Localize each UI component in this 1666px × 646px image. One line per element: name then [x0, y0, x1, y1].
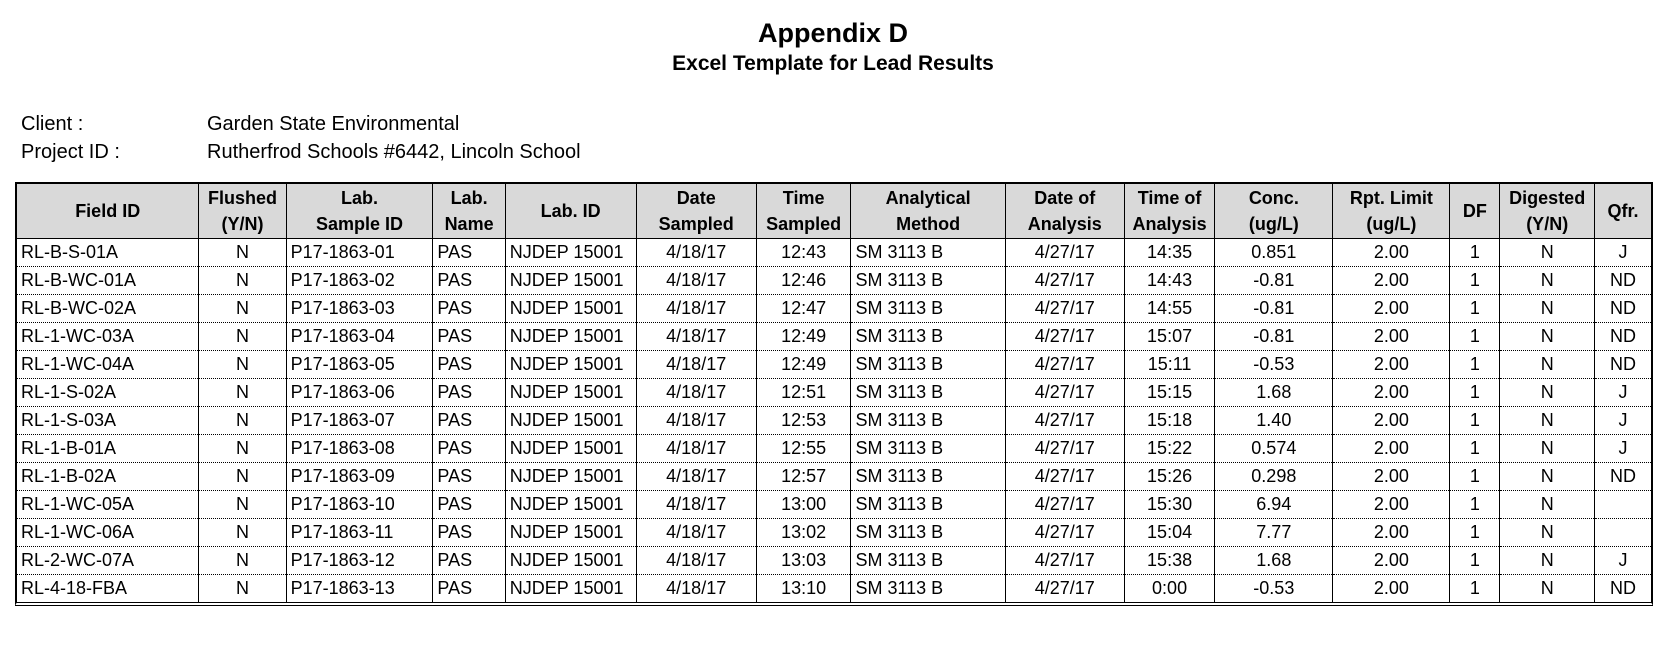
- table-cell: 1.68: [1215, 379, 1333, 407]
- table-cell: 4/18/17: [636, 547, 756, 575]
- column-header-text: Analysis: [1132, 214, 1207, 234]
- table-cell: 0:00: [1124, 575, 1214, 603]
- table-cell: 4/27/17: [1005, 407, 1124, 435]
- column-header-text: Lab.: [341, 188, 379, 208]
- client-line: [21, 111, 459, 137]
- column-header-text: (ug/L): [1248, 214, 1299, 234]
- column-header: [505, 184, 636, 239]
- table-cell: 12:43: [756, 239, 851, 267]
- column-header-text: Name: [444, 214, 494, 234]
- table-cell: N: [199, 295, 286, 323]
- table-cell: NJDEP 15001: [505, 407, 636, 435]
- table-cell: ND: [1595, 463, 1651, 491]
- column-header: [286, 184, 433, 239]
- table-cell: J: [1595, 435, 1651, 463]
- column-header-text: Date of: [1034, 188, 1096, 208]
- table-cell: P17-1863-03: [286, 295, 433, 323]
- table-cell: N: [1500, 379, 1595, 407]
- table-cell: N: [1500, 351, 1595, 379]
- column-header-text: Method: [896, 214, 961, 234]
- table-cell: NJDEP 15001: [505, 435, 636, 463]
- table-cell: PAS: [433, 351, 505, 379]
- table-row: [17, 463, 1651, 491]
- column-header-text: Field ID: [75, 201, 141, 221]
- table-cell: -0.81: [1215, 267, 1333, 295]
- table-cell: 4/18/17: [636, 491, 756, 519]
- table-row: [17, 379, 1651, 407]
- table-cell: P17-1863-08: [286, 435, 433, 463]
- table-cell: 2.00: [1333, 491, 1450, 519]
- table-cell: N: [199, 323, 286, 351]
- table-cell: PAS: [433, 491, 505, 519]
- column-header: [433, 184, 505, 239]
- table-cell: PAS: [433, 379, 505, 407]
- table-cell: N: [1500, 239, 1595, 267]
- table-cell: 4/27/17: [1005, 463, 1124, 491]
- table-cell: 15:18: [1124, 407, 1214, 435]
- table-row: [17, 323, 1651, 351]
- results-table-frame: [15, 182, 1653, 606]
- table-cell: NJDEP 15001: [505, 239, 636, 267]
- table-row: [17, 239, 1651, 267]
- table-cell: 2.00: [1333, 407, 1450, 435]
- table-cell: N: [1500, 295, 1595, 323]
- client-label: Client :: [21, 113, 84, 135]
- table-cell: PAS: [433, 323, 505, 351]
- table-cell: P17-1863-06: [286, 379, 433, 407]
- table-cell: 2.00: [1333, 267, 1450, 295]
- table-body: [17, 239, 1651, 603]
- table-cell: 2.00: [1333, 575, 1450, 603]
- table-cell: RL-1-B-01A: [17, 435, 199, 463]
- table-cell: P17-1863-10: [286, 491, 433, 519]
- table-cell: N: [199, 575, 286, 603]
- client-value: Garden State Environmental: [207, 113, 460, 135]
- table-cell: RL-1-B-02A: [17, 463, 199, 491]
- table-cell: N: [199, 239, 286, 267]
- table-cell: SM 3113 B: [851, 407, 1005, 435]
- table-cell: RL-4-18-FBA: [21, 578, 128, 598]
- table-cell: RL-1-WC-05A: [17, 491, 199, 519]
- column-header-text: Sampled: [766, 214, 842, 234]
- table-cell: N: [1500, 407, 1595, 435]
- column-header-text: Time: [782, 188, 825, 208]
- table-cell: 4/18/17: [636, 379, 756, 407]
- table-cell: 2.00: [1333, 323, 1450, 351]
- table-cell: RL-1-WC-06A: [17, 519, 199, 547]
- table-cell: 1: [1450, 239, 1500, 267]
- table-cell: 1: [1450, 379, 1500, 407]
- table-cell: SM 3113 B: [851, 239, 1005, 267]
- table-cell: 1: [1450, 547, 1500, 575]
- table-cell: 2.00: [1333, 239, 1450, 267]
- table-cell: 12:57: [756, 463, 851, 491]
- table-cell: SM 3113 B: [851, 351, 1005, 379]
- column-header: [636, 184, 756, 239]
- table-cell: 14:55: [1124, 295, 1214, 323]
- table-cell: RL-1-S-03A: [17, 407, 199, 435]
- table-cell: N: [1500, 463, 1595, 491]
- column-header-text: Rpt. Limit: [1349, 188, 1433, 208]
- table-cell: 4/18/17: [636, 239, 756, 267]
- table-cell: P17-1863-12: [286, 547, 433, 575]
- page-subtitle: Excel Template for Lead Results: [672, 52, 994, 75]
- table-cell: [1595, 491, 1651, 519]
- table-cell: -0.53: [1215, 351, 1333, 379]
- column-header: [1215, 184, 1333, 239]
- page-title: Appendix D: [757, 18, 908, 48]
- table-row: [17, 575, 1651, 603]
- table-cell: 12:46: [756, 267, 851, 295]
- column-header-text: Flushed: [208, 188, 278, 208]
- column-header-text: (Y/N): [221, 214, 264, 234]
- table-cell: 4/18/17: [636, 267, 756, 295]
- project-line: [21, 139, 581, 165]
- table-cell: 4/27/17: [1005, 239, 1124, 267]
- table-cell: NJDEP 15001: [505, 491, 636, 519]
- table-cell: 0.298: [1215, 463, 1333, 491]
- table-cell: RL-B-WC-02A: [17, 295, 199, 323]
- table-cell: PAS: [433, 547, 505, 575]
- table-cell: SM 3113 B: [851, 295, 1005, 323]
- table-cell: 4/18/17: [636, 407, 756, 435]
- table-cell: 4/27/17: [1005, 323, 1124, 351]
- table-cell: N: [199, 351, 286, 379]
- column-header: [1333, 184, 1450, 239]
- table-cell: NJDEP 15001: [505, 295, 636, 323]
- table-cell: 13:00: [756, 491, 851, 519]
- table-cell: NJDEP 15001: [505, 547, 636, 575]
- column-header-text: Lab. ID: [540, 201, 601, 221]
- table-cell: NJDEP 15001: [505, 323, 636, 351]
- table-cell: 1: [1450, 407, 1500, 435]
- table-cell: P17-1863-01: [286, 239, 433, 267]
- table-cell: 15:26: [1124, 463, 1214, 491]
- table-cell: SM 3113 B: [851, 435, 1005, 463]
- column-header: [1595, 184, 1651, 239]
- table-row: [17, 267, 1651, 295]
- table-cell: P17-1863-02: [286, 267, 433, 295]
- column-header-text: Conc.: [1248, 188, 1299, 208]
- table-cell: 15:30: [1124, 491, 1214, 519]
- table-header-row: [17, 184, 1651, 239]
- table-cell: N: [1500, 435, 1595, 463]
- table-cell: 4/18/17: [636, 519, 756, 547]
- table-cell: J: [1595, 379, 1651, 407]
- table-row: [17, 491, 1651, 519]
- table-cell: 15:38: [1124, 547, 1214, 575]
- table-cell: SM 3113 B: [851, 323, 1005, 351]
- column-header-text: Date: [676, 188, 716, 208]
- column-header: [17, 184, 199, 239]
- table-cell: N: [1500, 323, 1595, 351]
- column-header-text: Qfr.: [1607, 201, 1639, 221]
- table-cell: 14:43: [1124, 267, 1214, 295]
- table-cell: SM 3113 B: [851, 267, 1005, 295]
- table-cell: 2.00: [1333, 519, 1450, 547]
- table-cell: [1595, 519, 1651, 547]
- table-cell: NJDEP 15001: [505, 519, 636, 547]
- table-cell: 1: [1450, 435, 1500, 463]
- column-header-text: Sampled: [658, 214, 734, 234]
- table-cell: 15:15: [1124, 379, 1214, 407]
- column-header-text: Digested: [1509, 188, 1586, 208]
- table-cell: 0.574: [1215, 435, 1333, 463]
- table-cell: 4/27/17: [1005, 491, 1124, 519]
- column-header-text: (ug/L): [1366, 214, 1417, 234]
- table-cell: 7.77: [1215, 519, 1333, 547]
- table-cell: -0.81: [1215, 295, 1333, 323]
- table-cell: 2.00: [1333, 379, 1450, 407]
- table-cell: 15:07: [1124, 323, 1214, 351]
- table-cell: N: [199, 463, 286, 491]
- table-cell: P17-1863-11: [286, 519, 433, 547]
- column-header: [1005, 184, 1124, 239]
- table-cell: 1: [1450, 491, 1500, 519]
- table-cell: 1: [1450, 463, 1500, 491]
- table-cell: J: [1595, 547, 1651, 575]
- column-header-text: Lab.: [450, 188, 488, 208]
- table-cell: 4/18/17: [636, 575, 756, 603]
- table-cell: P17-1863-07: [286, 407, 433, 435]
- table-cell: 12:51: [756, 379, 851, 407]
- table-cell: 12:49: [756, 323, 851, 351]
- table-cell: SM 3113 B: [851, 575, 1005, 603]
- table-cell: N: [1500, 267, 1595, 295]
- column-header: [1124, 184, 1214, 239]
- table-cell: N: [199, 267, 286, 295]
- table-cell: J: [1595, 407, 1651, 435]
- table-cell: N: [199, 379, 286, 407]
- table-cell: -0.81: [1215, 323, 1333, 351]
- table-cell: 2.00: [1333, 463, 1450, 491]
- table-cell: 15:11: [1124, 351, 1214, 379]
- table-cell: RL-B-WC-01A: [17, 267, 199, 295]
- table-cell: PAS: [433, 519, 505, 547]
- table-cell: 4/27/17: [1005, 575, 1124, 603]
- table-cell: ND: [1595, 351, 1651, 379]
- table-cell: 4/27/17: [1005, 519, 1124, 547]
- table-cell: 4/18/17: [636, 463, 756, 491]
- table-cell: P17-1863-13: [286, 575, 433, 603]
- table-cell: ND: [1595, 323, 1651, 351]
- table-cell: 12:53: [756, 407, 851, 435]
- column-header: [851, 184, 1005, 239]
- table-cell: ND: [1595, 575, 1651, 603]
- table-cell: PAS: [433, 295, 505, 323]
- table-cell: N: [199, 491, 286, 519]
- table-cell: SM 3113 B: [851, 491, 1005, 519]
- table-cell: 13:02: [756, 519, 851, 547]
- table-cell: N: [1500, 491, 1595, 519]
- table-cell: N: [199, 519, 286, 547]
- table-cell: 1: [1450, 267, 1500, 295]
- table-cell: 4/18/17: [636, 323, 756, 351]
- table-cell: SM 3113 B: [851, 519, 1005, 547]
- table-cell: 2.00: [1333, 351, 1450, 379]
- table-cell: NJDEP 15001: [505, 575, 636, 603]
- table-row: [17, 519, 1651, 547]
- table-cell: SM 3113 B: [851, 463, 1005, 491]
- lead-results-table: [17, 184, 1651, 602]
- table-cell: 15:04: [1124, 519, 1214, 547]
- project-value: Rutherfrod Schools #6442, Lincoln School: [207, 141, 581, 163]
- column-header-text: Analysis: [1027, 214, 1102, 234]
- table-cell: 6.94: [1215, 491, 1333, 519]
- table-row: [17, 407, 1651, 435]
- table-cell: RL-1-S-02A: [17, 379, 199, 407]
- table-cell: 1.40: [1215, 407, 1333, 435]
- project-label: Project ID :: [21, 141, 120, 163]
- table-cell: 2.00: [1333, 547, 1450, 575]
- table-cell: 1: [1450, 575, 1500, 603]
- table-cell: 1: [1450, 323, 1500, 351]
- table-cell: N: [1500, 547, 1595, 575]
- table-cell: PAS: [433, 463, 505, 491]
- table-cell: P17-1863-09: [286, 463, 433, 491]
- table-cell: 4/27/17: [1005, 295, 1124, 323]
- table-row: [17, 547, 1651, 575]
- table-cell: 13:10: [756, 575, 851, 603]
- table-row: [17, 351, 1651, 379]
- table-cell: N: [1500, 575, 1595, 603]
- table-cell: PAS: [433, 239, 505, 267]
- table-cell: 1: [1450, 351, 1500, 379]
- table-cell: 1: [1450, 519, 1500, 547]
- column-header: [199, 184, 286, 239]
- table-cell: P17-1863-05: [286, 351, 433, 379]
- table-cell: 4/18/17: [636, 351, 756, 379]
- table-cell: PAS: [433, 407, 505, 435]
- table-cell: ND: [1595, 267, 1651, 295]
- table-cell: 4/27/17: [1005, 379, 1124, 407]
- table-cell: NJDEP 15001: [505, 351, 636, 379]
- table-cell: ND: [1595, 295, 1651, 323]
- table-cell: RL-1-WC-04A: [17, 351, 199, 379]
- table-row: [17, 295, 1651, 323]
- table-cell: 12:49: [756, 351, 851, 379]
- table-cell: 2.00: [1333, 295, 1450, 323]
- table-cell: 1.68: [1215, 547, 1333, 575]
- table-cell: 4/18/17: [636, 295, 756, 323]
- table-cell: 4/27/17: [1005, 547, 1124, 575]
- column-header-text: (Y/N): [1526, 214, 1569, 234]
- table-cell: NJDEP 15001: [505, 463, 636, 491]
- table-cell: RL-1-WC-03A: [17, 323, 199, 351]
- table-cell: 12:47: [756, 295, 851, 323]
- table-cell: 13:03: [756, 547, 851, 575]
- table-cell: SM 3113 B: [851, 547, 1005, 575]
- table-cell: J: [1595, 239, 1651, 267]
- column-header-text: Time of: [1137, 188, 1202, 208]
- table-cell: 4/18/17: [636, 435, 756, 463]
- table-cell: 14:35: [1124, 239, 1214, 267]
- table-cell: NJDEP 15001: [505, 267, 636, 295]
- table-cell: N: [199, 435, 286, 463]
- column-header: [756, 184, 851, 239]
- table-cell: 4/27/17: [1005, 435, 1124, 463]
- table-cell: 0.851: [1215, 239, 1333, 267]
- table-cell: 1: [1450, 295, 1500, 323]
- column-header: [1450, 184, 1500, 239]
- table-cell: 15:22: [1124, 435, 1214, 463]
- table-cell: PAS: [433, 575, 505, 603]
- table-cell: N: [199, 547, 286, 575]
- table-cell: PAS: [433, 435, 505, 463]
- table-cell: 2.00: [1333, 435, 1450, 463]
- table-cell: 4/27/17: [1005, 267, 1124, 295]
- column-header-text: Sample ID: [316, 214, 404, 234]
- table-cell: SM 3113 B: [851, 379, 1005, 407]
- table-cell: P17-1863-04: [286, 323, 433, 351]
- table-cell: N: [1500, 519, 1595, 547]
- table-cell: RL-2-WC-07A: [17, 547, 199, 575]
- table-cell: -0.53: [1215, 575, 1333, 603]
- column-header-text: Analytical: [885, 188, 971, 208]
- table-cell: NJDEP 15001: [505, 379, 636, 407]
- table-cell: RL-B-S-01A: [17, 239, 199, 267]
- table-cell: 4/27/17: [1005, 351, 1124, 379]
- table-row: [17, 435, 1651, 463]
- table-cell: PAS: [433, 267, 505, 295]
- table-cell: 12:55: [756, 435, 851, 463]
- column-header-text: DF: [1462, 201, 1487, 221]
- table-cell: N: [199, 407, 286, 435]
- column-header: [1500, 184, 1595, 239]
